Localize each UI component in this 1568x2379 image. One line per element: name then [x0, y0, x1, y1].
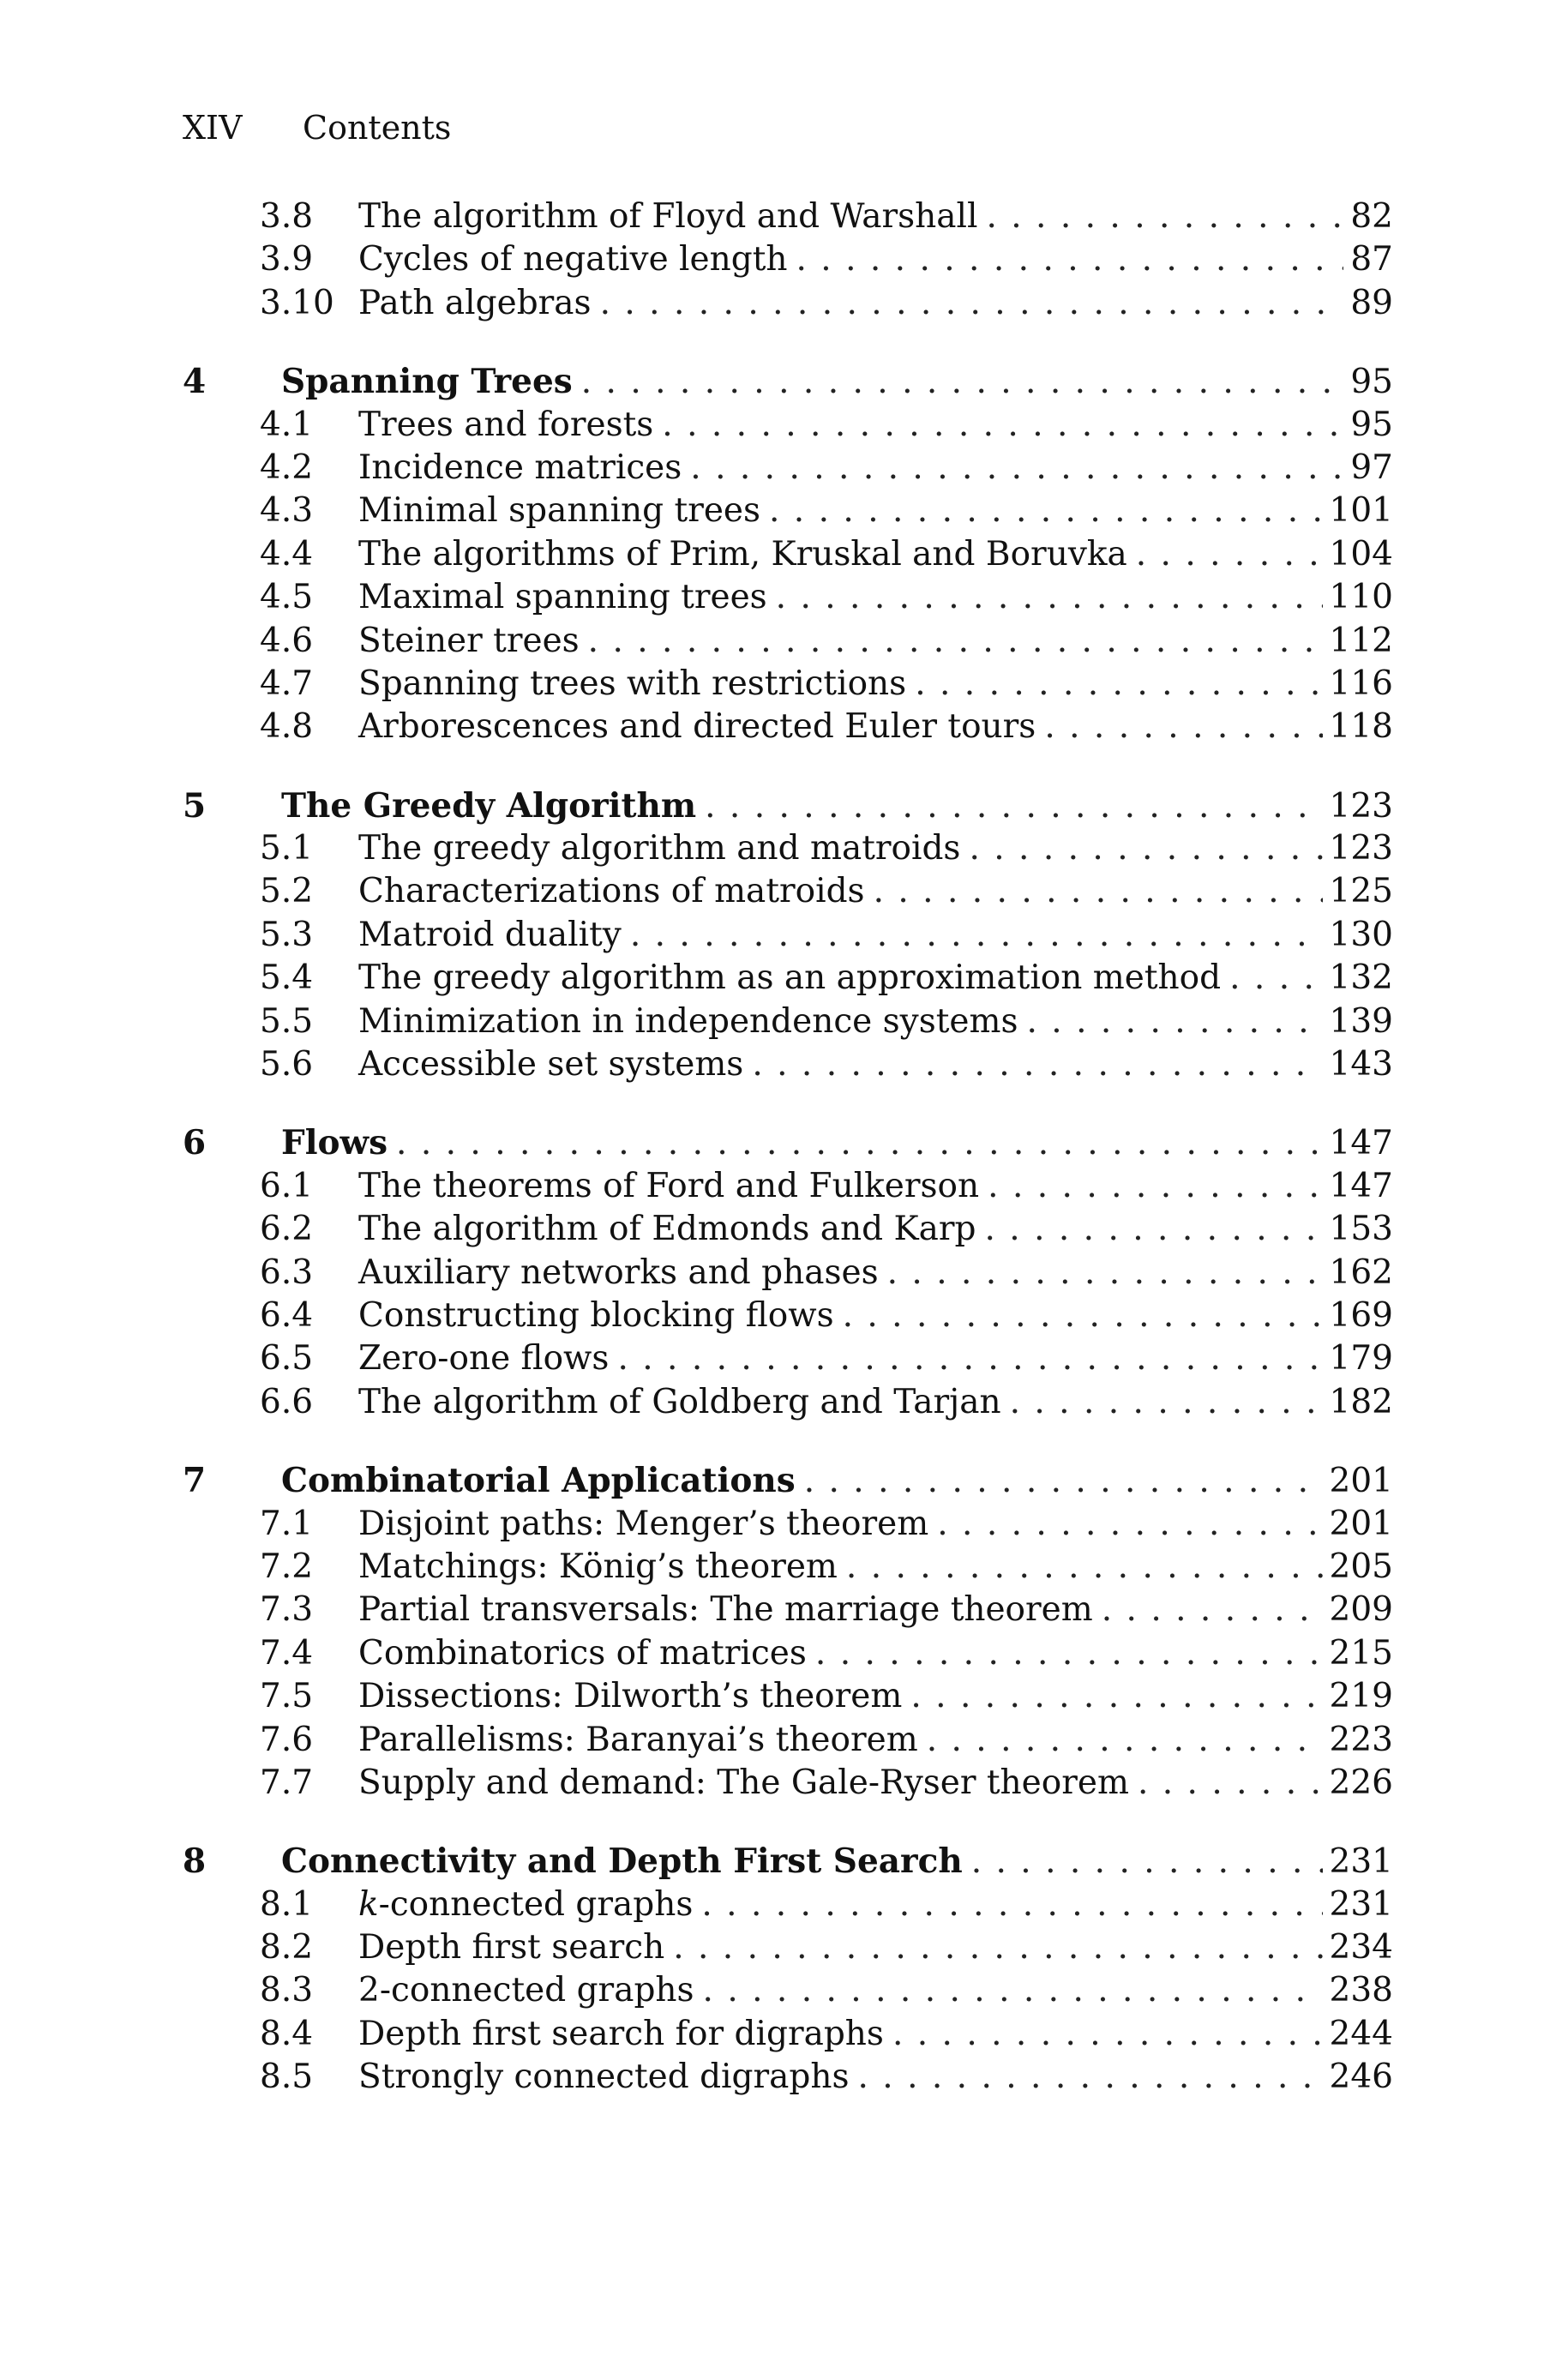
section-number: 8.2 — [260, 1928, 314, 1967]
toc-section-entry[interactable] — [183, 958, 1393, 1001]
section-title: Dissections: Dilworth’s theorem — [358, 1677, 903, 1716]
toc-section-entry[interactable] — [183, 1505, 1393, 1547]
dot-leader — [874, 872, 1323, 910]
section-title: Incidence matrices — [358, 448, 682, 487]
page-number: 147 — [1329, 1124, 1393, 1163]
section-number: 8.3 — [260, 1971, 314, 2010]
section-title: Steiner trees — [358, 621, 580, 660]
section-number: 6.3 — [260, 1253, 314, 1292]
section-number: 8.5 — [260, 2058, 314, 2097]
page-number: 153 — [1329, 1210, 1393, 1249]
dot-leader — [581, 363, 1344, 401]
section-title: The algorithm of Goldberg and Tarjan — [358, 1382, 1001, 1421]
toc-section-entry[interactable] — [183, 491, 1393, 534]
dot-leader — [1138, 1763, 1323, 1802]
section-number: 8.1 — [260, 1884, 314, 1924]
toc-chapter-entry[interactable] — [183, 1123, 1393, 1166]
section-title: Supply and demand: The Gale-Ryser theorem — [358, 1763, 1129, 1802]
toc-section-entry[interactable] — [183, 1885, 1393, 1928]
dot-leader — [1010, 1383, 1323, 1421]
page-number: 231 — [1329, 1884, 1393, 1924]
page-number: 244 — [1329, 2014, 1393, 2053]
chapter-title: The Greedy Algorithm — [281, 785, 697, 826]
dot-leader — [588, 622, 1323, 660]
dot-leader — [858, 2058, 1323, 2096]
chapter-gap — [183, 1088, 1393, 1123]
section-title: The algorithm of Floyd and Warshall — [358, 197, 978, 236]
toc-section-entry[interactable] — [183, 1045, 1393, 1088]
dot-leader — [927, 1721, 1323, 1759]
section-number: 6.5 — [260, 1339, 314, 1379]
page-number: 162 — [1329, 1253, 1393, 1292]
section-number: 5.4 — [260, 958, 314, 998]
dot-leader — [1229, 958, 1322, 997]
section-title: Characterizations of matroids — [358, 872, 865, 911]
dot-leader — [937, 1505, 1322, 1543]
toc-section-entry[interactable] — [183, 406, 1393, 448]
dot-leader — [815, 1634, 1323, 1673]
section-number: 4.5 — [260, 578, 314, 617]
toc-section-entry[interactable] — [183, 1721, 1393, 1763]
section-number: 7.3 — [260, 1590, 314, 1630]
section-title: Zero-one flows — [358, 1339, 610, 1379]
running-title: Contents — [303, 109, 452, 147]
chapter-title: Flows — [281, 1123, 388, 1163]
dot-leader — [986, 197, 1343, 236]
toc-section-entry[interactable] — [183, 1928, 1393, 1971]
page-number: 147 — [1329, 1166, 1393, 1205]
dot-leader — [701, 1885, 1322, 1924]
page-number: 87 — [1350, 240, 1393, 279]
page-number: 215 — [1329, 1633, 1393, 1673]
page-number: 116 — [1329, 664, 1393, 703]
toc-section-entry[interactable] — [183, 1677, 1393, 1720]
section-title: Auxiliary networks and phases — [358, 1253, 879, 1292]
page-number: 123 — [1329, 829, 1393, 868]
dot-leader — [600, 284, 1344, 322]
section-number: 3.8 — [260, 197, 314, 236]
toc-section-entry[interactable] — [183, 240, 1393, 283]
page-number: 104 — [1329, 534, 1393, 574]
page-number: 226 — [1329, 1763, 1393, 1802]
dot-leader — [776, 578, 1323, 616]
section-title: Cycles of negative length — [358, 240, 788, 279]
page-number: 205 — [1329, 1547, 1393, 1586]
page-number: 110 — [1329, 578, 1393, 617]
section-title: Minimization in independence systems — [358, 1001, 1018, 1041]
toc-section-entry[interactable] — [183, 916, 1393, 958]
section-title: Accessible set systems — [358, 1045, 744, 1084]
section-title: Matchings: König’s theorem — [358, 1547, 838, 1586]
toc-section-entry[interactable] — [183, 1210, 1393, 1253]
toc-section-entry[interactable] — [183, 578, 1393, 621]
section-number: 5.5 — [260, 1001, 314, 1041]
page-number: 118 — [1329, 707, 1393, 747]
chapter-gap — [183, 1806, 1393, 1841]
toc-section-entry[interactable] — [183, 284, 1393, 327]
table-of-contents — [183, 197, 1393, 2101]
dot-leader — [769, 491, 1323, 530]
page-number: 201 — [1329, 1504, 1393, 1543]
dot-leader — [796, 240, 1344, 279]
dot-leader — [673, 1928, 1322, 1967]
toc-section-entry[interactable] — [183, 1547, 1393, 1590]
toc-section-entry[interactable] — [183, 1590, 1393, 1633]
section-title: The greedy algorithm and matroids — [358, 829, 961, 868]
chapter-number: 8 — [183, 1841, 207, 1882]
toc-section-entry[interactable] — [183, 1339, 1393, 1382]
page-number: 246 — [1329, 2058, 1393, 2097]
dot-leader — [915, 664, 1322, 703]
chapter-gap — [183, 751, 1393, 786]
chapter-number: 4 — [183, 362, 207, 402]
section-number: 6.1 — [260, 1166, 314, 1205]
dot-leader — [846, 1547, 1323, 1586]
chapter-title: Combinatorial Applications — [281, 1461, 796, 1501]
section-title: Minimal spanning trees — [358, 491, 761, 531]
page-number: 97 — [1350, 448, 1393, 487]
section-number: 3.9 — [260, 240, 314, 279]
toc-section-entry[interactable] — [183, 1634, 1393, 1677]
page-number: 82 — [1350, 197, 1393, 236]
page-header — [183, 109, 452, 147]
section-number: 6.4 — [260, 1295, 314, 1335]
chapter-number: 5 — [183, 785, 207, 826]
dot-leader — [396, 1124, 1323, 1162]
section-title: The algorithm of Edmonds and Karp — [358, 1210, 976, 1249]
section-title: The algorithms of Prim, Kruskal and Boruvka — [358, 534, 1127, 574]
section-number: 6.6 — [260, 1382, 314, 1421]
section-title: Depth first search — [358, 1928, 665, 1967]
toc-chapter-entry[interactable] — [183, 1461, 1393, 1504]
section-number: 4.1 — [260, 405, 314, 444]
dot-leader — [1102, 1590, 1323, 1629]
chapter-gap — [183, 1426, 1393, 1461]
section-number: 5.2 — [260, 872, 314, 911]
toc-section-entry[interactable] — [183, 1002, 1393, 1045]
page-number: 125 — [1329, 872, 1393, 911]
dot-leader — [843, 1296, 1323, 1335]
page-number: 89 — [1350, 283, 1393, 322]
toc-section-entry[interactable] — [183, 448, 1393, 491]
toc-section-entry[interactable] — [183, 622, 1393, 664]
page-number: 95 — [1350, 363, 1393, 402]
dot-leader — [703, 1971, 1323, 2010]
section-number: 7.2 — [260, 1547, 314, 1586]
section-title: Strongly connected digraphs — [358, 2058, 850, 2097]
section-number: 7.7 — [260, 1763, 314, 1802]
toc-section-entry[interactable] — [183, 535, 1393, 578]
dot-leader — [690, 448, 1343, 487]
dot-leader — [617, 1339, 1322, 1378]
section-title: Maximal spanning trees — [358, 578, 767, 617]
section-title: Path algebras — [358, 283, 592, 322]
section-title: The greedy algorithm as an approximation method — [358, 958, 1222, 998]
section-title: Disjoint paths: Menger’s theorem — [358, 1504, 929, 1543]
section-title: Partial transversals: The marriage theorem — [358, 1590, 1093, 1630]
section-title: Constructing blocking flows — [358, 1295, 834, 1335]
dot-leader — [887, 1253, 1323, 1292]
page-number: 143 — [1329, 1045, 1393, 1084]
toc-section-entry[interactable] — [183, 1971, 1393, 2014]
page-number: 182 — [1329, 1382, 1393, 1421]
dot-leader — [971, 1842, 1323, 1881]
dot-leader — [910, 1677, 1322, 1715]
dot-leader — [752, 1045, 1322, 1084]
toc-section-entry[interactable] — [183, 197, 1393, 240]
page-number: 209 — [1329, 1590, 1393, 1630]
section-number: 4.2 — [260, 448, 314, 487]
dot-leader — [988, 1167, 1322, 1205]
page-number: 169 — [1329, 1295, 1393, 1335]
chapter-number: 7 — [183, 1461, 207, 1501]
page-number: 223 — [1329, 1720, 1393, 1759]
section-title: Combinatorics of matrices — [358, 1633, 807, 1673]
section-number: 4.4 — [260, 534, 314, 574]
toc-chapter-entry[interactable] — [183, 1841, 1393, 1884]
section-title: Arborescences and directed Euler tours — [358, 707, 1036, 747]
page-number: 112 — [1329, 621, 1393, 660]
dot-leader — [985, 1210, 1323, 1248]
section-number: 7.6 — [260, 1720, 314, 1759]
section-title: Parallelisms: Baranyai’s theorem — [358, 1720, 918, 1759]
section-number: 5.1 — [260, 829, 314, 868]
toc-section-entry[interactable] — [183, 707, 1393, 750]
chapter-gap — [183, 327, 1393, 362]
toc-section-entry[interactable] — [183, 664, 1393, 707]
section-title: The theorems of Ford and Fulkerson — [358, 1166, 980, 1205]
section-number: 4.8 — [260, 707, 314, 747]
chapter-number: 6 — [183, 1123, 207, 1163]
section-number: 3.10 — [260, 283, 334, 322]
section-number: 6.2 — [260, 1210, 314, 1249]
dot-leader — [969, 829, 1322, 868]
toc-section-entry[interactable] — [183, 1763, 1393, 1806]
page-number: 123 — [1329, 786, 1393, 826]
section-title: Trees and forests — [358, 405, 654, 444]
title-rest: -connected graphs — [378, 1884, 694, 1924]
toc-section-entry[interactable] — [183, 2058, 1393, 2100]
section-title: Spanning trees with restrictions — [358, 664, 907, 703]
section-number: 4.7 — [260, 664, 314, 703]
section-number: 8.4 — [260, 2014, 314, 2053]
dot-leader — [1136, 535, 1323, 574]
page-number: 201 — [1329, 1462, 1393, 1501]
toc-section-entry[interactable] — [183, 1167, 1393, 1210]
chapter-title: Spanning Trees — [281, 362, 573, 402]
page-number: 219 — [1329, 1677, 1393, 1716]
chapter-title: Connectivity and Depth First Search — [281, 1841, 963, 1882]
dot-leader — [630, 916, 1323, 954]
toc-section-entry[interactable] — [183, 1383, 1393, 1426]
page-number: 101 — [1329, 491, 1393, 531]
page-number: 238 — [1329, 1971, 1393, 2010]
toc-section-entry[interactable] — [183, 2015, 1393, 2058]
section-title: Matroid duality — [358, 915, 622, 954]
page-number: 130 — [1329, 915, 1393, 954]
section-number: 5.3 — [260, 915, 314, 954]
dot-leader — [705, 787, 1322, 826]
section-number: 4.6 — [260, 621, 314, 660]
page-number: 139 — [1329, 1001, 1393, 1041]
section-title — [358, 1885, 701, 1924]
dot-leader — [1026, 1002, 1322, 1041]
page-number: 231 — [1329, 1842, 1393, 1882]
section-number: 7.1 — [260, 1504, 314, 1543]
page-number-roman: XIV — [183, 109, 243, 147]
page-number: 95 — [1350, 405, 1393, 444]
toc-section-entry[interactable] — [183, 1253, 1393, 1296]
title-italic-part: k — [358, 1884, 379, 1924]
section-number: 7.4 — [260, 1633, 314, 1673]
section-number: 5.6 — [260, 1045, 314, 1084]
section-title: Depth first search for digraphs — [358, 2014, 884, 2053]
page-number: 132 — [1329, 958, 1393, 998]
dot-leader — [662, 406, 1343, 444]
page-number: 234 — [1329, 1928, 1393, 1967]
toc-chapter-entry[interactable] — [183, 786, 1393, 829]
toc-chapter-entry[interactable] — [183, 362, 1393, 405]
section-title: 2-connected graphs — [358, 1971, 694, 2010]
dot-leader — [892, 2015, 1323, 2053]
dot-leader — [804, 1462, 1323, 1500]
section-number: 4.3 — [260, 491, 314, 531]
toc-section-entry[interactable] — [183, 872, 1393, 915]
section-number: 7.5 — [260, 1677, 314, 1716]
page-number: 179 — [1329, 1339, 1393, 1379]
toc-section-entry[interactable] — [183, 829, 1393, 872]
toc-section-entry[interactable] — [183, 1296, 1393, 1339]
dot-leader — [1044, 707, 1322, 746]
